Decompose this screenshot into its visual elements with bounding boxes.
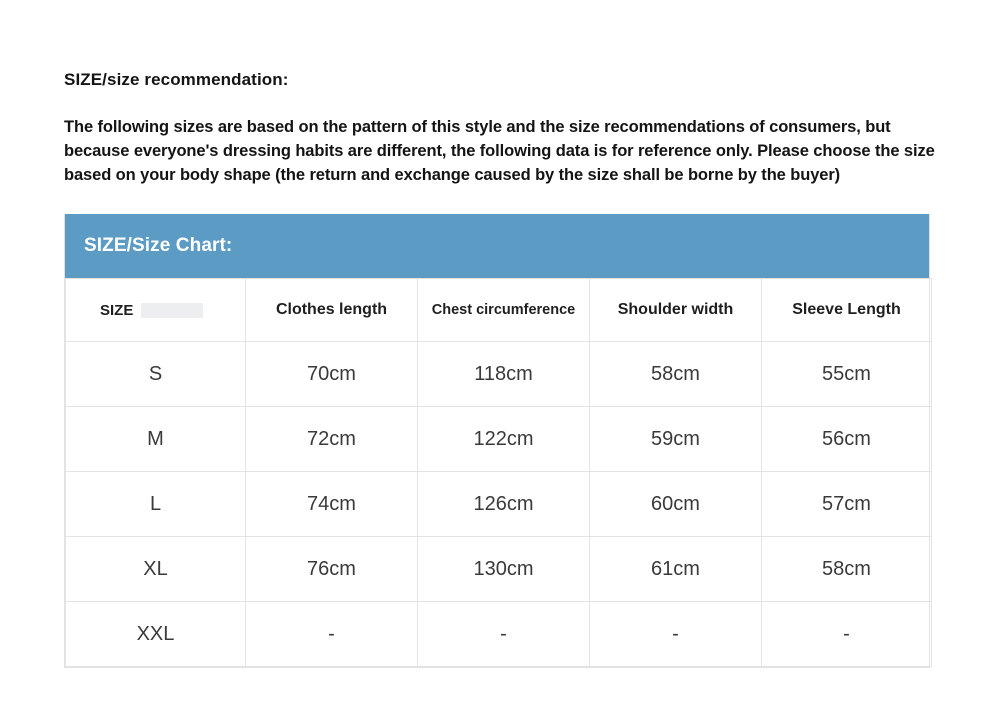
cell-size: M — [66, 407, 246, 472]
cell-sleeve-length: 56cm — [762, 407, 932, 472]
table-row — [66, 472, 932, 537]
table-row — [66, 602, 932, 667]
table-header — [66, 279, 932, 342]
cell-chest-circumference: 118cm — [418, 342, 590, 407]
cell-size: L — [66, 472, 246, 537]
cell-size: S — [66, 342, 246, 407]
column-header-shoulder-width: Shoulder width — [590, 279, 762, 342]
table-row — [66, 537, 932, 602]
cell-shoulder-width: 61cm — [590, 537, 762, 602]
size-chart-title: SIZE/Size Chart: — [65, 214, 929, 278]
cell-shoulder-width: 59cm — [590, 407, 762, 472]
table-body — [66, 342, 932, 667]
highlight-swatch — [141, 303, 203, 318]
table-row — [66, 342, 932, 407]
cell-chest-circumference: 126cm — [418, 472, 590, 537]
cell-sleeve-length: - — [762, 602, 932, 667]
size-chart-container — [64, 214, 930, 668]
cell-clothes-length: - — [246, 602, 418, 667]
cell-clothes-length: 72cm — [246, 407, 418, 472]
cell-shoulder-width: - — [590, 602, 762, 667]
column-header-size-inner — [70, 302, 241, 319]
intro-paragraph: The following sizes are based on the pattern of this style and the size recommendations of consumers, but because everyone's dressing habits are different, the following data is for reference only. Please choose the size based on your body shape (the return and exchange caused by the size shall be borne by the buyer) — [64, 118, 935, 185]
cell-sleeve-length: 57cm — [762, 472, 932, 537]
column-header-clothes-length: Clothes length — [246, 279, 418, 342]
table-row — [66, 407, 932, 472]
cell-shoulder-width: 58cm — [590, 342, 762, 407]
page-title: SIZE/size recommendation: — [64, 70, 289, 89]
cell-size: XL — [66, 537, 246, 602]
cell-size: XXL — [66, 602, 246, 667]
column-header-size — [66, 279, 246, 342]
cell-sleeve-length: 55cm — [762, 342, 932, 407]
column-header-size-label: SIZE — [100, 301, 134, 319]
size-chart-table — [65, 278, 932, 667]
column-header-chest-circumference: Chest circumference — [418, 279, 590, 342]
table-header-row — [66, 279, 932, 342]
cell-chest-circumference: 130cm — [418, 537, 590, 602]
cell-sleeve-length: 58cm — [762, 537, 932, 602]
cell-shoulder-width: 60cm — [590, 472, 762, 537]
cell-clothes-length: 70cm — [246, 342, 418, 407]
column-header-sleeve-length: Sleeve Length — [762, 279, 932, 342]
cell-clothes-length: 74cm — [246, 472, 418, 537]
cell-chest-circumference: 122cm — [418, 407, 590, 472]
cell-clothes-length: 76cm — [246, 537, 418, 602]
cell-chest-circumference: - — [418, 602, 590, 667]
